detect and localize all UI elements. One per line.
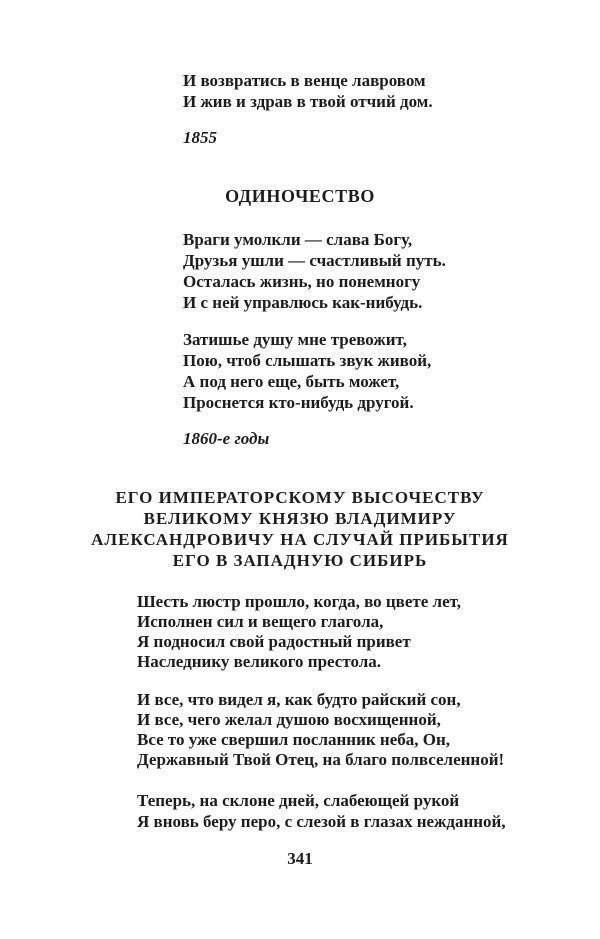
- poem-line: Все то уже свершил посланник неба, Он,: [137, 730, 451, 749]
- highness-stanza-3: [137, 790, 506, 832]
- poem-line: И жив и здрав в твой отчий дом.: [183, 92, 433, 111]
- page-number: 341: [287, 849, 313, 868]
- highness-stanza-1: [137, 592, 461, 672]
- poem-line: Затишье душу мне тревожит,: [183, 330, 407, 349]
- poem-line: Враги умолкли — слава Богу,: [183, 230, 413, 249]
- poem-line: Осталась жизнь, но понемногу: [183, 272, 421, 291]
- poem-line: Наследнику великого престола.: [137, 652, 382, 671]
- poem-line: Друзья ушли — счастливый путь.: [183, 251, 446, 270]
- poem-title-line: ВЕЛИКОМУ КНЯЗЮ ВЛАДИМИРУ: [143, 509, 457, 528]
- poem-line: Пою, чтоб слышать звук живой,: [183, 351, 432, 370]
- poem-line: Я подносил свой радостный привет: [137, 632, 411, 651]
- solitude-stanza-1: [183, 229, 446, 313]
- poem-title-line: ЕГО В ЗАПАДНУЮ СИБИРЬ: [172, 551, 428, 570]
- poem-line: Державный Твой Отец, на благо полвселенной!: [137, 750, 505, 769]
- poem-line: И все, что видел я, как будто райский сон,: [137, 690, 461, 709]
- poem-line: Проснется кто-нибудь другой.: [183, 393, 414, 412]
- poem-line: И все, чего желал душою восхищенной,: [137, 710, 441, 729]
- poem-line: Теперь, на склоне дней, слабеющей рукой: [137, 791, 460, 810]
- poem-line: Шесть люстр прошло, когда, во цвете лет,: [137, 592, 461, 611]
- poem-title-highness: [0, 487, 600, 571]
- poem-title-line: АЛЕКСАНДРОВИЧУ НА СЛУЧАЙ ПРИБЫТИЯ: [91, 530, 509, 549]
- highness-stanza-2: [137, 690, 504, 770]
- poem-line: Исполнен сил и вещего глагола,: [137, 612, 384, 631]
- poem-title-line: ЕГО ИМПЕРАТОРСКОМУ ВЫСОЧЕСТВУ: [115, 488, 485, 507]
- poem-line: И возвратись в венце лавровом: [183, 71, 426, 90]
- solitude-stanza-2: [183, 329, 431, 413]
- poem-date: 1860-е годы: [183, 429, 270, 448]
- poem-line: А под него еще, быть может,: [183, 372, 400, 391]
- poem-date: 1855: [183, 128, 217, 147]
- previous-poem-ending-stanza: [183, 70, 433, 112]
- poem-title-solitude: ОДИНОЧЕСТВО: [225, 186, 375, 206]
- poem-line: И с ней управлюсь как-нибудь.: [183, 293, 423, 312]
- poem-line: Я вновь беру перо, с слезой в глазах нежданной,: [137, 812, 506, 831]
